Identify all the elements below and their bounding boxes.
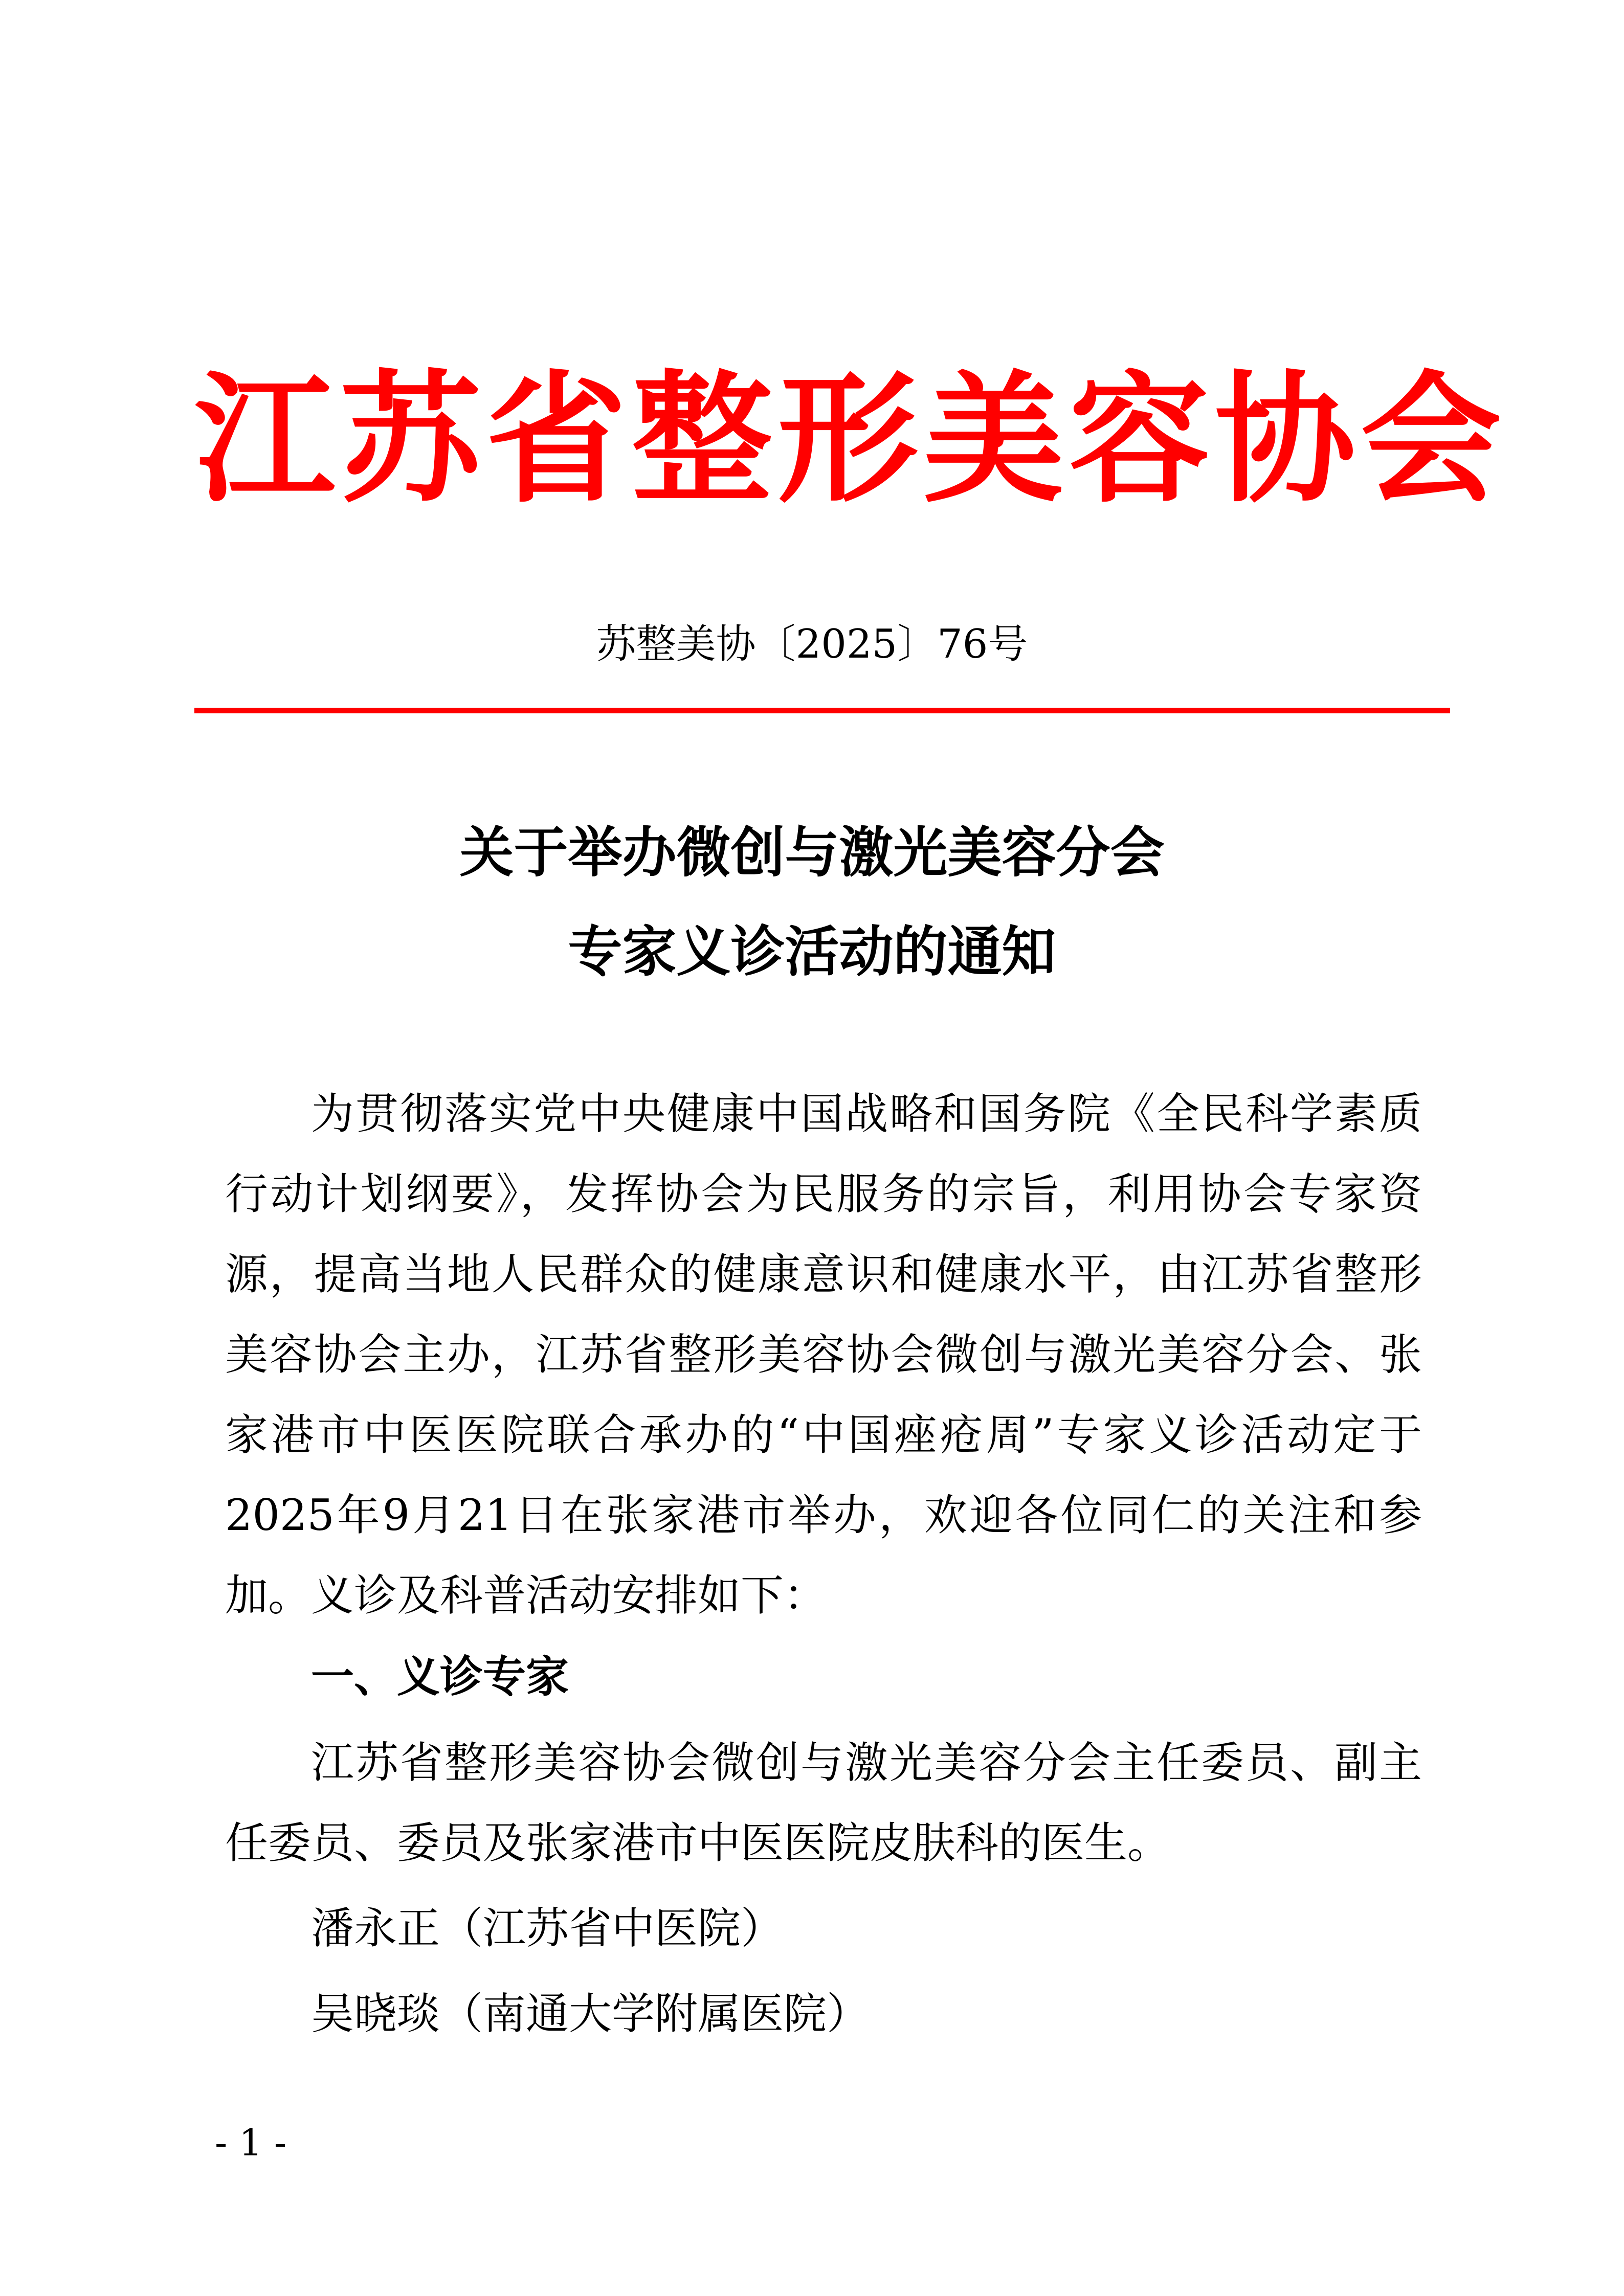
notice-body <box>225 1074 1422 2054</box>
expert-item: 吴晓琰（南通大学附属医院） <box>311 1989 870 2039</box>
expert-item: 潘永正（江苏省中医院） <box>311 1903 784 1953</box>
org-name-header: 江苏省整形美容协会 <box>194 358 1506 522</box>
intro-paragraph: 为贯彻落实党中央健康中国战略和国务院《全民科学素质行动计划纲要》，发挥协会为民服务的宗旨，利用协会专家资源，提高当地人民群众的健康意识和健康水平，由江苏省整形美容协会主办，江苏省整形美容协会微创与激光美容分会、张家港市中医医院联合承办的“中国痤疮周”专家义诊活动定于 2025年9月21日在张家港市举办，欢迎各位同仁的关注和参加。义诊及科普活动安排如下： <box>225 1089 1422 1620</box>
title-line-2: 专家义诊活动的通知 <box>568 919 1056 983</box>
experts-description: 江苏省整形美容协会微创与激光美容分会主任委员、副主任委员、委员及张家港市中医医院皮肤科的医生。 <box>225 1738 1422 1868</box>
title-line-1: 关于举办微创与激光美容分会 <box>459 820 1165 884</box>
section-heading-experts: 一、义诊专家 <box>311 1652 569 1702</box>
notice-title <box>0 803 1624 1001</box>
red-divider-line <box>194 708 1450 713</box>
page-number: - 1 - <box>215 2121 287 2164</box>
document-number: 苏整美协〔2025〕76号 <box>596 621 1028 667</box>
